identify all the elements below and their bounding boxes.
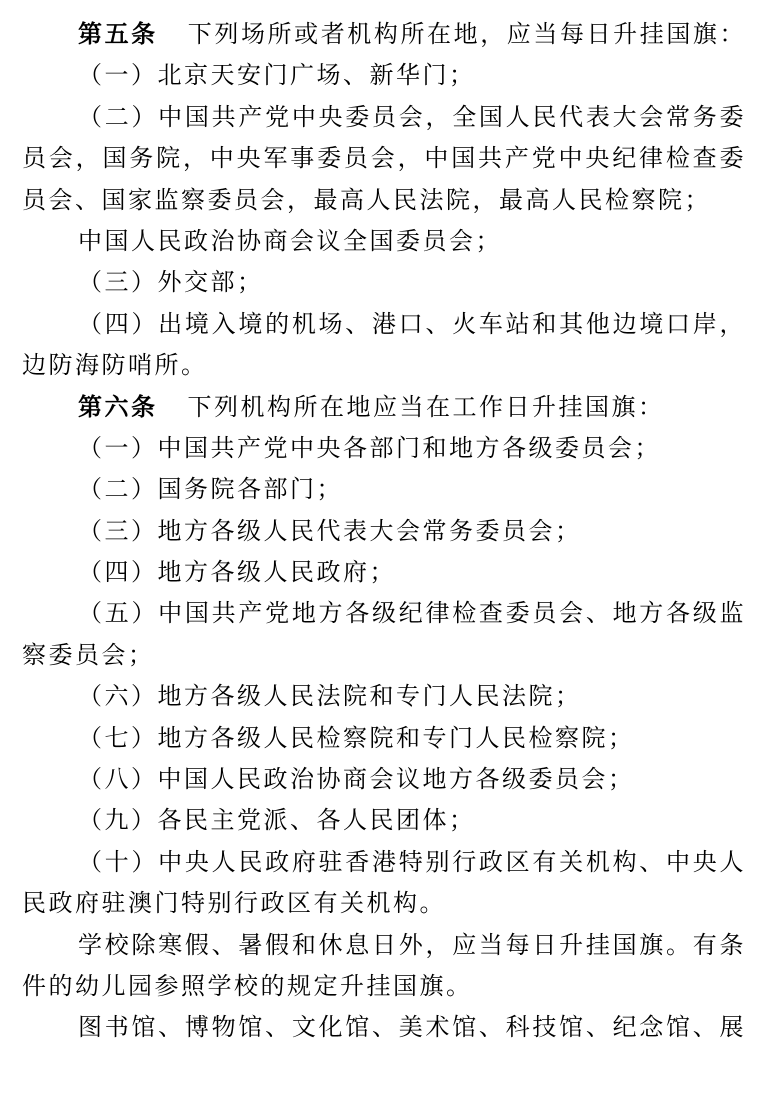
article-6-heading-line (22, 387, 745, 428)
article-6-item-10-line-1: （十）中央人民政府驻香港特别行政区有关机构、中央人 (78, 847, 745, 876)
article-6-item-8-line-1: （八）中国人民政治协商会议地方各级委员会； (78, 765, 635, 794)
article-5-intro: 下列场所或者机构所在地，应当每日升挂国旗： (187, 20, 745, 48)
article-5-item-1-line-1: （一）北京天安门广场、新华门； (78, 61, 476, 90)
article-6-item-10-line-2: 民政府驻澳门特别行政区有关机构。 (22, 889, 446, 918)
article-6-paragraph-1-line-2: 件的幼儿园参照学校的规定升挂国旗。 (22, 971, 473, 1000)
article-6-item-3-line-1: （三）地方各级人民代表大会常务委员会； (78, 516, 582, 545)
article-6-item-2-line-1: （二）国务院各部门； (78, 475, 343, 504)
article-6-item-5-line-1: （五）中国共产党地方各级纪律检查委员会、地方各级监 (78, 599, 745, 628)
article-5-item-2-line-3: 员会、国家监察委员会，最高人民法院，最高人民检察院； (22, 185, 711, 214)
article-5-heading-line (22, 14, 745, 55)
document-page (22, 14, 745, 1049)
article-6-item-9-line-1: （九）各民主党派、各人民团体； (78, 806, 476, 835)
article-5-item-4-line-2: 边防海防哨所。 (22, 351, 208, 380)
article-5-item-2-line-2: 员会，国务院，中央军事委员会，中国共产党中央纪律检查委 (22, 144, 745, 173)
article-5-item-2-line-1: （二）中国共产党中央委员会，全国人民代表大会常务委 (78, 102, 745, 131)
article-5-item-3-line-1: （三）外交部； (78, 268, 264, 297)
article-5-item-2-continuation: 中国人民政治协商会议全国委员会； (78, 226, 502, 255)
article-5-label: 第五条 (78, 20, 158, 48)
article-6-item-4-line-1: （四）地方各级人民政府； (78, 558, 396, 587)
article-6-item-7-line-1: （七）地方各级人民检察院和专门人民检察院； (78, 723, 635, 752)
article-6-label: 第六条 (78, 392, 158, 421)
article-6-intro: 下列机构所在地应当在工作日升挂国旗： (187, 392, 665, 421)
article-6-item-5-line-2: 察委员会； (22, 640, 155, 669)
article-6-paragraph-2-line-1: 图书馆、博物馆、文化馆、美术馆、科技馆、纪念馆、展 (78, 1013, 745, 1042)
article-6-paragraph-1-line-1: 学校除寒假、暑假和休息日外，应当每日升挂国旗。有条 (78, 930, 745, 959)
article-6-item-1-line-1: （一）中国共产党中央各部门和地方各级委员会； (78, 433, 661, 462)
article-6-item-6-line-1: （六）地方各级人民法院和专门人民法院； (78, 682, 582, 711)
article-5-item-4-line-1: （四）出境入境的机场、港口、火车站和其他边境口岸， (78, 309, 745, 338)
